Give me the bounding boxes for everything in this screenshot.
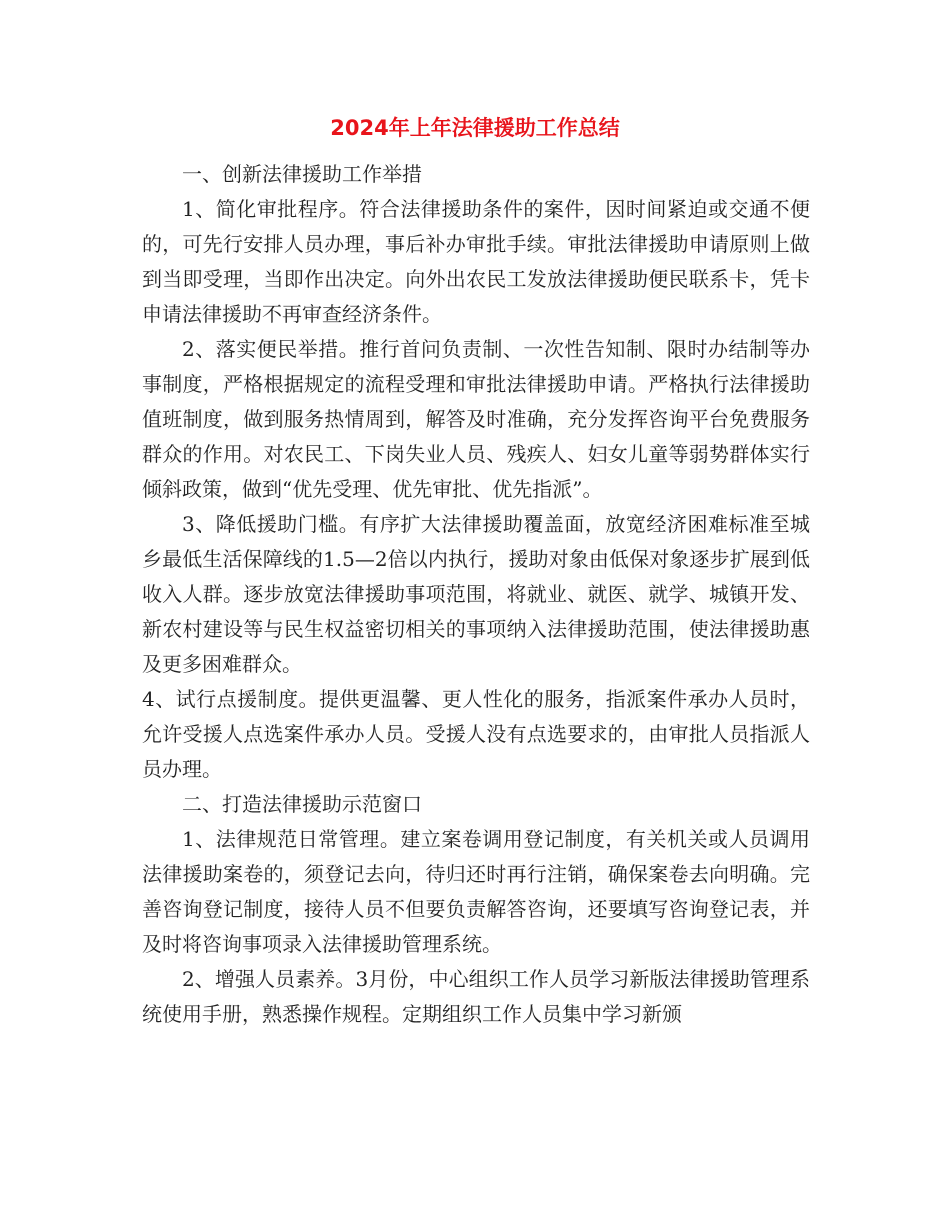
section-heading-2: 二、打造法律援助示范窗口: [182, 792, 422, 816]
paragraph-5: 1、法律规范日常管理。建立案卷调用登记制度，有关机关或人员调用法律援助案卷的，须登记去向，待归还时再行注销，确保案卷去向明确。完善咨询登记制度，接待人员不但要负责解答咨询，还要填写咨询登记表，并及时将咨询事项录入法律援助管理系统。: [142, 827, 810, 956]
paragraph-1: 1、简化审批程序。符合法律援助条件的案件，因时间紧迫或交通不便的，可先行安排人员办理，事后补办审批手续。审批法律援助申请原则上做到当即受理，当即作出决定。向外出农民工发放法律援助便民联系卡，凭卡申请法律援助不再审查经济条件。: [142, 197, 810, 326]
document-body: [142, 157, 810, 1032]
paragraph-4: 4、试行点援制度。提供更温馨、更人性化的服务，指派案件承办人员时，允许受援人点选案件承办人员。受援人没有点选要求的，由审批人员指派人员办理。: [142, 687, 810, 781]
document-title: 2024年上年法律援助工作总结: [330, 116, 620, 140]
paragraph-2: 2、落实便民举措。推行首问负责制、一次性告知制、限时办结制等办事制度，严格根据规定的流程受理和审批法律援助申请。严格执行法律援助值班制度，做到服务热情周到，解答及时准确，充分发挥咨询平台免费服务群众的作用。对农民工、下岗失业人员、残疾人、妇女儿童等弱势群体实行倾斜政策，做到“优先受理、优先审批、优先指派”。: [142, 337, 810, 501]
paragraph-6: 2、增强人员素养。3月份，中心组织工作人员学习新版法律援助管理系统使用手册，熟悉操作规程。定期组织工作人员集中学习新颁: [142, 967, 810, 1026]
paragraph-3: 3、降低援助门槛。有序扩大法律援助覆盖面，放宽经济困难标准至城乡最低生活保障线的1.5—2倍以内执行，援助对象由低保对象逐步扩展到低收入人群。逐步放宽法律援助事项范围，将就业、就医、就学、城镇开发、新农村建设等与民生权益密切相关的事项纳入法律援助范围，使法律援助惠及更多困难群众。: [142, 512, 810, 676]
section-heading-1: 一、创新法律援助工作举措: [182, 162, 422, 186]
